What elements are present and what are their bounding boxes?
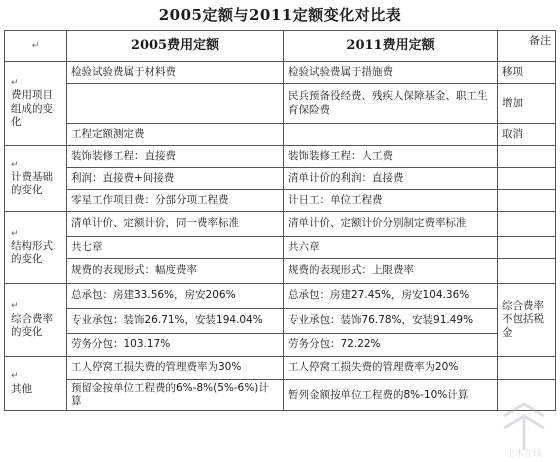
- cell-2011: 工人停窝工损失费的管理费率为20%: [284, 357, 498, 380]
- table-row: [5, 237, 556, 259]
- cell-2011: 清单计价、定额计价分别制定费率标准: [284, 212, 498, 237]
- cell-2005: 工程定额测定费: [67, 124, 284, 146]
- cell-2011: 检验试验费属于措施费: [284, 62, 498, 84]
- header-2005: 2005费用定额: [67, 31, 284, 62]
- note-cell: [498, 259, 556, 284]
- note-cell: 取消: [498, 124, 556, 146]
- note-cell: [498, 237, 556, 259]
- cell-2005: 检验试验费属于材料费: [67, 62, 284, 84]
- cell-2011: 暂列金额按单位工程费的8%-10%计算: [284, 380, 498, 411]
- paragraph-mark: ↵: [11, 228, 19, 239]
- page-title: 2005定额与2011定额变化对比表: [158, 6, 402, 24]
- table-row: [5, 284, 556, 309]
- table-row: [5, 380, 556, 411]
- watermark-text: 土木在线: [505, 449, 543, 458]
- category-label: 综合费率的变化: [11, 312, 53, 338]
- note-cell: 移项: [498, 62, 556, 84]
- category-cell: [5, 357, 67, 411]
- table-row: [5, 212, 556, 237]
- cell-2005: 共七章: [67, 237, 284, 259]
- paragraph-mark: ↵: [11, 78, 19, 89]
- category-label: 计费基础的变化: [11, 171, 53, 197]
- cell-2005: 零星工作项目费：分部分项工程费: [67, 190, 284, 212]
- cell-2005: 劳务分包：103.17%: [67, 334, 284, 357]
- cell-2011: 规费的表现形式：上限费率: [284, 259, 498, 284]
- cell-2011: 共六章: [284, 237, 498, 259]
- cell-2005: 专业承包：装饰26.71%，安装194.04%: [67, 309, 284, 334]
- cell-2005: 工人停窝工损失费的管理费率为30%: [67, 357, 284, 380]
- table-row: [5, 309, 556, 334]
- table-row: [5, 168, 556, 190]
- table-row: [5, 259, 556, 284]
- cell-2011: 专业承包：装饰76.78%，安装91.49%: [284, 309, 498, 334]
- paragraph-mark: ↵: [11, 159, 19, 170]
- header-row: [5, 31, 556, 62]
- cell-2011: 清单计价的利润：直接费: [284, 168, 498, 190]
- header-2011: 2011费用定额: [284, 31, 498, 62]
- cell-2011: 装饰装修工程：人工费: [284, 146, 498, 168]
- paragraph-mark: ↵: [11, 371, 19, 382]
- table-row: [5, 146, 556, 168]
- category-label: 结构形式的变化: [11, 240, 53, 266]
- category-cell: [5, 62, 67, 146]
- header-empty-cell: [5, 31, 67, 62]
- category-label: 其他: [11, 382, 32, 395]
- note-cell: [498, 212, 556, 237]
- note-cell: [498, 190, 556, 212]
- table-row: [5, 124, 556, 146]
- category-label: 费用项目组成的变化: [11, 89, 53, 128]
- cell-2011: [284, 124, 498, 146]
- cell-2011: 总承包：房建27.45%，房安104.36%: [284, 284, 498, 309]
- cell-2005: [67, 84, 284, 124]
- cell-2011: 计日工：单位工程费: [284, 190, 498, 212]
- cell-2005: 总承包：房建33.56%，房安206%: [67, 284, 284, 309]
- comparison-table: [4, 30, 556, 411]
- watermark-logo-icon: [494, 398, 554, 458]
- category-cell: [5, 212, 67, 284]
- paragraph-mark: ↵: [11, 301, 19, 312]
- cell-2005: 利润：直接费+间接费: [67, 168, 284, 190]
- table-row: [5, 84, 556, 124]
- cell-2011: 劳务分包：72.22%: [284, 334, 498, 357]
- table-row: [5, 334, 556, 357]
- cell-2005: 清单计价、定额计价，同一费率标准: [67, 212, 284, 237]
- table-row: [5, 62, 556, 84]
- note-cell: [498, 357, 556, 380]
- cell-2005: 规费的表现形式：幅度费率: [67, 259, 284, 284]
- note-cell: 综合费率不包括税金: [498, 284, 556, 357]
- header-note: 备注: [498, 31, 556, 62]
- paragraph-mark: ↵: [31, 41, 40, 52]
- table-row: [5, 190, 556, 212]
- category-cell: [5, 284, 67, 357]
- note-cell: [498, 146, 556, 168]
- category-cell: [5, 146, 67, 212]
- cell-2005: 装饰装修工程：直接费: [67, 146, 284, 168]
- cell-2011: 民兵预备役经费、残疾人保障基金、职工生育保险费: [284, 84, 498, 124]
- table-row: [5, 357, 556, 380]
- note-cell: 增加: [498, 84, 556, 124]
- cell-2005: 预留金按单位工程费的6%-8%(5%-6%)计算: [67, 380, 284, 411]
- note-cell: [498, 168, 556, 190]
